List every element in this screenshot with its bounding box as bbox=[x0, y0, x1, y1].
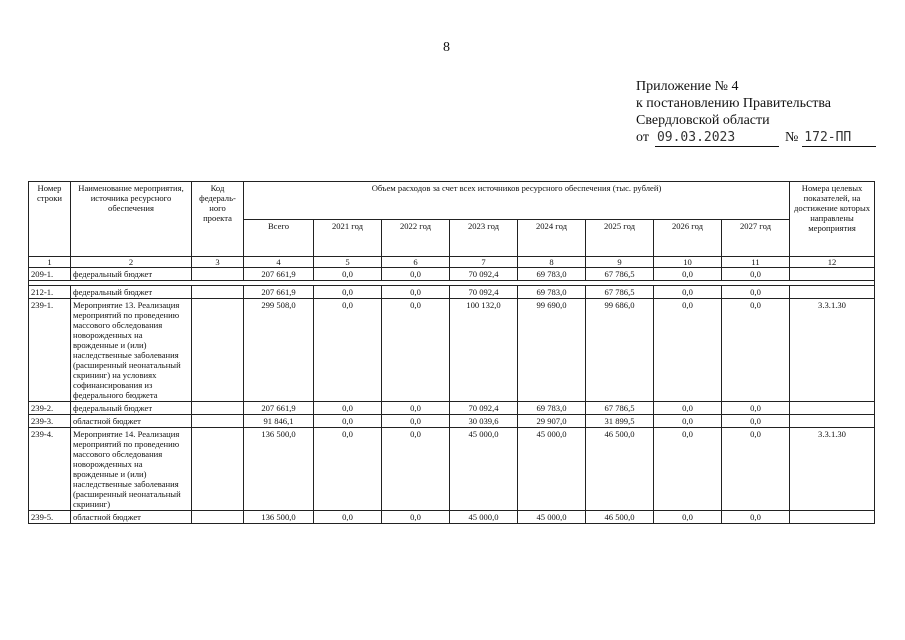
row-code-cell bbox=[192, 402, 244, 415]
row-number-cell: 209-1. bbox=[29, 268, 71, 281]
row-year-cell: 0,0 bbox=[314, 268, 382, 281]
row-year-cell: 0,0 bbox=[654, 415, 722, 428]
table-row bbox=[29, 511, 875, 524]
row-name-cell: областной бюджет bbox=[71, 511, 192, 524]
row-year-cell: 0,0 bbox=[722, 286, 790, 299]
row-code-cell bbox=[192, 511, 244, 524]
decree-number: 172-ПП bbox=[802, 129, 876, 147]
row-number-cell: 239-1. bbox=[29, 299, 71, 402]
row-year-cell: 0,0 bbox=[314, 428, 382, 511]
header-targets: Номера целевых показателей, на достижение которых направлены мероприятия bbox=[790, 182, 875, 257]
row-year-cell: 0,0 bbox=[382, 511, 450, 524]
row-number-cell: 212-1. bbox=[29, 286, 71, 299]
header-year: 2025 год bbox=[586, 219, 654, 257]
table-row bbox=[29, 428, 875, 511]
header-year: 2022 год bbox=[382, 219, 450, 257]
header-year: 2026 год bbox=[654, 219, 722, 257]
row-number-cell: 239-2. bbox=[29, 402, 71, 415]
row-code-cell bbox=[192, 286, 244, 299]
row-year-cell: 31 899,5 bbox=[586, 415, 654, 428]
row-code-cell bbox=[192, 415, 244, 428]
row-code-cell bbox=[192, 299, 244, 402]
row-name-cell: федеральный бюджет bbox=[71, 402, 192, 415]
table-row bbox=[29, 268, 875, 281]
appendix-line1: Приложение № 4 bbox=[636, 79, 739, 94]
row-total-cell: 207 661,9 bbox=[244, 286, 314, 299]
row-year-cell: 0,0 bbox=[722, 268, 790, 281]
row-year-cell: 0,0 bbox=[314, 286, 382, 299]
appendix-line2: к постановлению Правительства bbox=[636, 96, 832, 111]
column-number: 4 bbox=[244, 257, 314, 268]
number-label: № bbox=[784, 130, 799, 145]
column-numbers-row bbox=[29, 257, 875, 268]
row-total-cell: 207 661,9 bbox=[244, 268, 314, 281]
row-number-cell: 239-5. bbox=[29, 511, 71, 524]
row-year-cell: 0,0 bbox=[654, 511, 722, 524]
column-number: 12 bbox=[790, 257, 875, 268]
row-code-cell bbox=[192, 428, 244, 511]
row-year-cell: 0,0 bbox=[722, 402, 790, 415]
table-row bbox=[29, 286, 875, 299]
row-total-cell: 207 661,9 bbox=[244, 402, 314, 415]
row-name-cell: Мероприятие 13. Реализация мероприятий по проведению массового обследования новорожденных на врожденные и (или) наследственные заболевания (расширенный неонатальный скрининг) на условиях софинансирования из федерального бюджета bbox=[71, 299, 192, 402]
column-number: 9 bbox=[586, 257, 654, 268]
row-year-cell: 0,0 bbox=[722, 428, 790, 511]
row-year-cell: 67 786,5 bbox=[586, 268, 654, 281]
row-year-cell: 45 000,0 bbox=[450, 428, 518, 511]
row-number-cell: 239-3. bbox=[29, 415, 71, 428]
row-target-cell bbox=[790, 511, 875, 524]
row-target-cell: 3.3.1.30 bbox=[790, 428, 875, 511]
row-year-cell: 99 690,0 bbox=[518, 299, 586, 402]
row-year-cell: 70 092,4 bbox=[450, 268, 518, 281]
row-name-cell: Мероприятие 14. Реализация мероприятий по проведению массового обследования новорожденных на врожденные и (или) наследственные заболевания (расширенный неонатальный скрининг) bbox=[71, 428, 192, 511]
appendix-signature-line bbox=[636, 129, 876, 147]
row-code-cell bbox=[192, 268, 244, 281]
row-target-cell: 3.3.1.30 bbox=[790, 299, 875, 402]
header-volume: Объем расходов за счет всех источников ресурсного обеспечения (тыс. рублей) bbox=[244, 182, 790, 220]
row-year-cell: 70 092,4 bbox=[450, 402, 518, 415]
row-number-cell: 239-4. bbox=[29, 428, 71, 511]
row-name-cell: федеральный бюджет bbox=[71, 286, 192, 299]
decree-date: 09.03.2023 bbox=[655, 129, 779, 147]
column-number: 7 bbox=[450, 257, 518, 268]
column-number: 5 bbox=[314, 257, 382, 268]
column-number: 6 bbox=[382, 257, 450, 268]
row-year-cell: 0,0 bbox=[722, 511, 790, 524]
header-year: 2024 год bbox=[518, 219, 586, 257]
row-total-cell: 136 500,0 bbox=[244, 428, 314, 511]
header-year: 2027 год bbox=[722, 219, 790, 257]
row-year-cell: 0,0 bbox=[654, 268, 722, 281]
row-year-cell: 0,0 bbox=[382, 428, 450, 511]
column-number: 11 bbox=[722, 257, 790, 268]
row-year-cell: 45 000,0 bbox=[450, 511, 518, 524]
column-number: 1 bbox=[29, 257, 71, 268]
header-year: 2023 год bbox=[450, 219, 518, 257]
row-year-cell: 0,0 bbox=[314, 402, 382, 415]
row-total-cell: 136 500,0 bbox=[244, 511, 314, 524]
expenses-table bbox=[28, 181, 875, 524]
header-name: Наименование мероприятия, источника ресурсного обеспечения bbox=[71, 182, 192, 257]
row-total-cell: 299 508,0 bbox=[244, 299, 314, 402]
row-year-cell: 0,0 bbox=[654, 299, 722, 402]
table-row bbox=[29, 402, 875, 415]
row-year-cell: 99 686,0 bbox=[586, 299, 654, 402]
row-year-cell: 67 786,5 bbox=[586, 286, 654, 299]
row-name-cell: федеральный бюджет bbox=[71, 268, 192, 281]
header-total: Всего bbox=[244, 219, 314, 257]
row-year-cell: 45 000,0 bbox=[518, 428, 586, 511]
header-row-number: Номер строки bbox=[29, 182, 71, 257]
row-year-cell: 0,0 bbox=[654, 286, 722, 299]
row-year-cell: 67 786,5 bbox=[586, 402, 654, 415]
row-year-cell: 0,0 bbox=[382, 299, 450, 402]
table-row bbox=[29, 299, 875, 402]
row-name-cell: областной бюджет bbox=[71, 415, 192, 428]
row-year-cell: 100 132,0 bbox=[450, 299, 518, 402]
row-target-cell bbox=[790, 268, 875, 281]
row-year-cell: 46 500,0 bbox=[586, 511, 654, 524]
row-year-cell: 46 500,0 bbox=[586, 428, 654, 511]
appendix-line3: Свердловской области bbox=[636, 113, 770, 128]
row-year-cell: 0,0 bbox=[382, 286, 450, 299]
page-number: 8 bbox=[443, 40, 450, 55]
appendix-header bbox=[636, 78, 876, 147]
row-year-cell: 69 783,0 bbox=[518, 268, 586, 281]
row-year-cell: 0,0 bbox=[382, 415, 450, 428]
header-code: Код федераль-ного проекта bbox=[192, 182, 244, 257]
column-number: 2 bbox=[71, 257, 192, 268]
header-year: 2021 год bbox=[314, 219, 382, 257]
row-year-cell: 0,0 bbox=[382, 402, 450, 415]
row-target-cell bbox=[790, 415, 875, 428]
row-year-cell: 0,0 bbox=[654, 402, 722, 415]
row-year-cell: 0,0 bbox=[314, 415, 382, 428]
row-year-cell: 70 092,4 bbox=[450, 286, 518, 299]
row-target-cell bbox=[790, 402, 875, 415]
row-year-cell: 0,0 bbox=[722, 415, 790, 428]
row-target-cell bbox=[790, 286, 875, 299]
table-row bbox=[29, 415, 875, 428]
row-year-cell: 29 907,0 bbox=[518, 415, 586, 428]
row-year-cell: 30 039,6 bbox=[450, 415, 518, 428]
column-number: 3 bbox=[192, 257, 244, 268]
row-year-cell: 69 783,0 bbox=[518, 286, 586, 299]
column-number: 8 bbox=[518, 257, 586, 268]
row-year-cell: 45 000,0 bbox=[518, 511, 586, 524]
row-year-cell: 0,0 bbox=[654, 428, 722, 511]
row-year-cell: 0,0 bbox=[314, 511, 382, 524]
row-year-cell: 0,0 bbox=[722, 299, 790, 402]
row-year-cell: 69 783,0 bbox=[518, 402, 586, 415]
row-year-cell: 0,0 bbox=[314, 299, 382, 402]
row-total-cell: 91 846,1 bbox=[244, 415, 314, 428]
row-year-cell: 0,0 bbox=[382, 268, 450, 281]
column-number: 10 bbox=[654, 257, 722, 268]
from-label: от bbox=[636, 130, 649, 145]
